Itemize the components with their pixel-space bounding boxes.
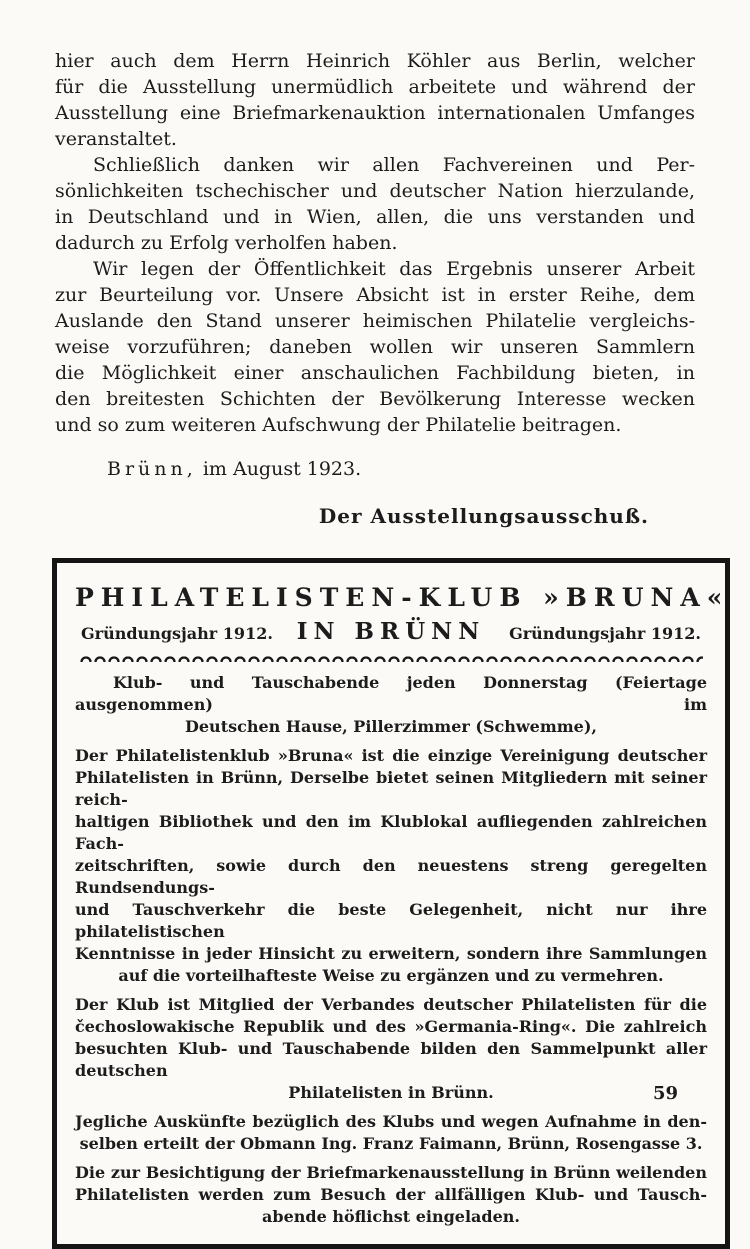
text-line: Der Philatelistenklub »Bruna« ist die einzige Vereinigung deutscher [75, 746, 707, 765]
text-line: Kenntnisse in jeder Hinsicht zu erweitern, sondern ihre Sammlungen [75, 944, 707, 963]
ad-subline [75, 618, 707, 645]
text-line: Die zur Besichtigung der Briefmarkenausstellung in Brünn weilenden [75, 1163, 707, 1182]
ad-location: IN BRÜNN [296, 618, 486, 645]
text-line: abende höflichst eingeladen. [262, 1207, 520, 1226]
text-line: Jegliche Auskünfte bezüglich des Klubs und wegen Aufnahme in den- [75, 1112, 707, 1131]
text-line: dadurch zu Erfolg verholfen haben. [55, 232, 398, 254]
ad-paragraph [75, 672, 707, 738]
paragraph [55, 256, 695, 438]
text-line: sönlichkeiten tschechischer und deutscher Nation hierzulande, [55, 180, 695, 202]
text-line: für die Ausstellung unermüdlich arbeitete und während der [55, 76, 695, 98]
ad-paragraph [75, 994, 707, 1104]
text-line: selben erteilt der Obmann Ing. Franz Faimann, Brünn, Rosengasse 3. [79, 1134, 703, 1153]
dateline-rest: im August 1923. [202, 458, 362, 480]
page-number: 59 [652, 1083, 678, 1104]
text-line: Ausstellung eine Briefmarkenauktion internationalen Umfanges [55, 102, 695, 124]
text-line: Auslande den Stand unserer heimischen Philatelie vergleichs- [55, 310, 695, 332]
ad-title: PHILATELISTEN-KLUB »BRUNA« [75, 583, 730, 612]
text-line: Schließlich danken wir allen Fachvereinen und Per- [93, 154, 695, 176]
text-line: die Möglichkeit einer anschaulichen Fachbildung bieten, in [55, 362, 695, 384]
main-text-block [55, 48, 695, 438]
paragraph [55, 152, 695, 256]
signature-line: Der Ausstellungsausschuß. [318, 504, 649, 528]
text-line: Klub- und Tauschabende jeden Donnerstag (Feiertage ausgenommen) im [75, 673, 707, 714]
ad-text-block [75, 672, 707, 1228]
ad-paragraph [75, 1111, 707, 1155]
text-line: haltigen Bibliothek und den im Klublokal aufliegenden zahlreichen Fach- [75, 812, 707, 853]
text-line: in Deutschland und in Wien, allen, die uns verstanden und [55, 206, 695, 228]
text-line: Deutschen Hause, Pillerzimmer (Schwemme), [185, 717, 597, 736]
scallop-divider [79, 653, 703, 662]
text-line: Philatelisten in Brünn, Derselbe bietet seinen Mitgliedern mit seiner reich- [75, 768, 707, 809]
text-line: Der Klub ist Mitglied der Verbandes deutscher Philatelisten für die [75, 995, 707, 1014]
text-line: zur Beurteilung vor. Unsere Absicht ist in erster Reihe, dem [55, 284, 695, 306]
ad-paragraph [75, 1162, 707, 1228]
text-line: auf die vorteilhafteste Weise zu ergänzen und zu vermehren. [118, 966, 664, 985]
text-line: Wir legen der Öffentlichkeit das Ergebnis unserer Arbeit [93, 258, 695, 280]
text-line: Philatelisten in Brünn. [288, 1083, 494, 1102]
dateline [55, 458, 695, 480]
text-line: besuchten Klub- und Tauschabende bilden den Sammelpunkt aller deutschen [75, 1039, 707, 1080]
text-line: den breitesten Schichten der Bevölkerung Interesse wecken [55, 388, 695, 410]
ad-paragraph [75, 745, 707, 987]
founded-year-left: Gründungsjahr 1912. [81, 624, 273, 643]
text-line: Philatelisten werden zum Besuch der allfälligen Klub- und Tausch- [75, 1185, 707, 1204]
paragraph [55, 48, 695, 152]
text-line: čechoslowakische Republik und des »Germania-Ring«. Die zahlreich [75, 1017, 707, 1036]
club-advertisement-box [52, 558, 730, 1249]
text-line: und so zum weiteren Aufschwung der Philatelie beitragen. [55, 414, 622, 436]
text-line: weise vorzuführen; daneben wollen wir unseren Sammlern [55, 336, 695, 358]
text-line: veranstaltet. [55, 128, 177, 150]
text-line: und Tauschverkehr die beste Gelegenheit, nicht nur ihre philatelistischen [75, 900, 707, 941]
founded-year-right: Gründungsjahr 1912. [509, 624, 701, 643]
dateline-place: Brünn, [107, 458, 197, 480]
text-line: zeitschriften, sowie durch den neuestens streng geregelten Rundsendungs- [75, 856, 707, 897]
text-line: hier auch dem Herrn Heinrich Köhler aus Berlin, welcher [55, 50, 695, 72]
